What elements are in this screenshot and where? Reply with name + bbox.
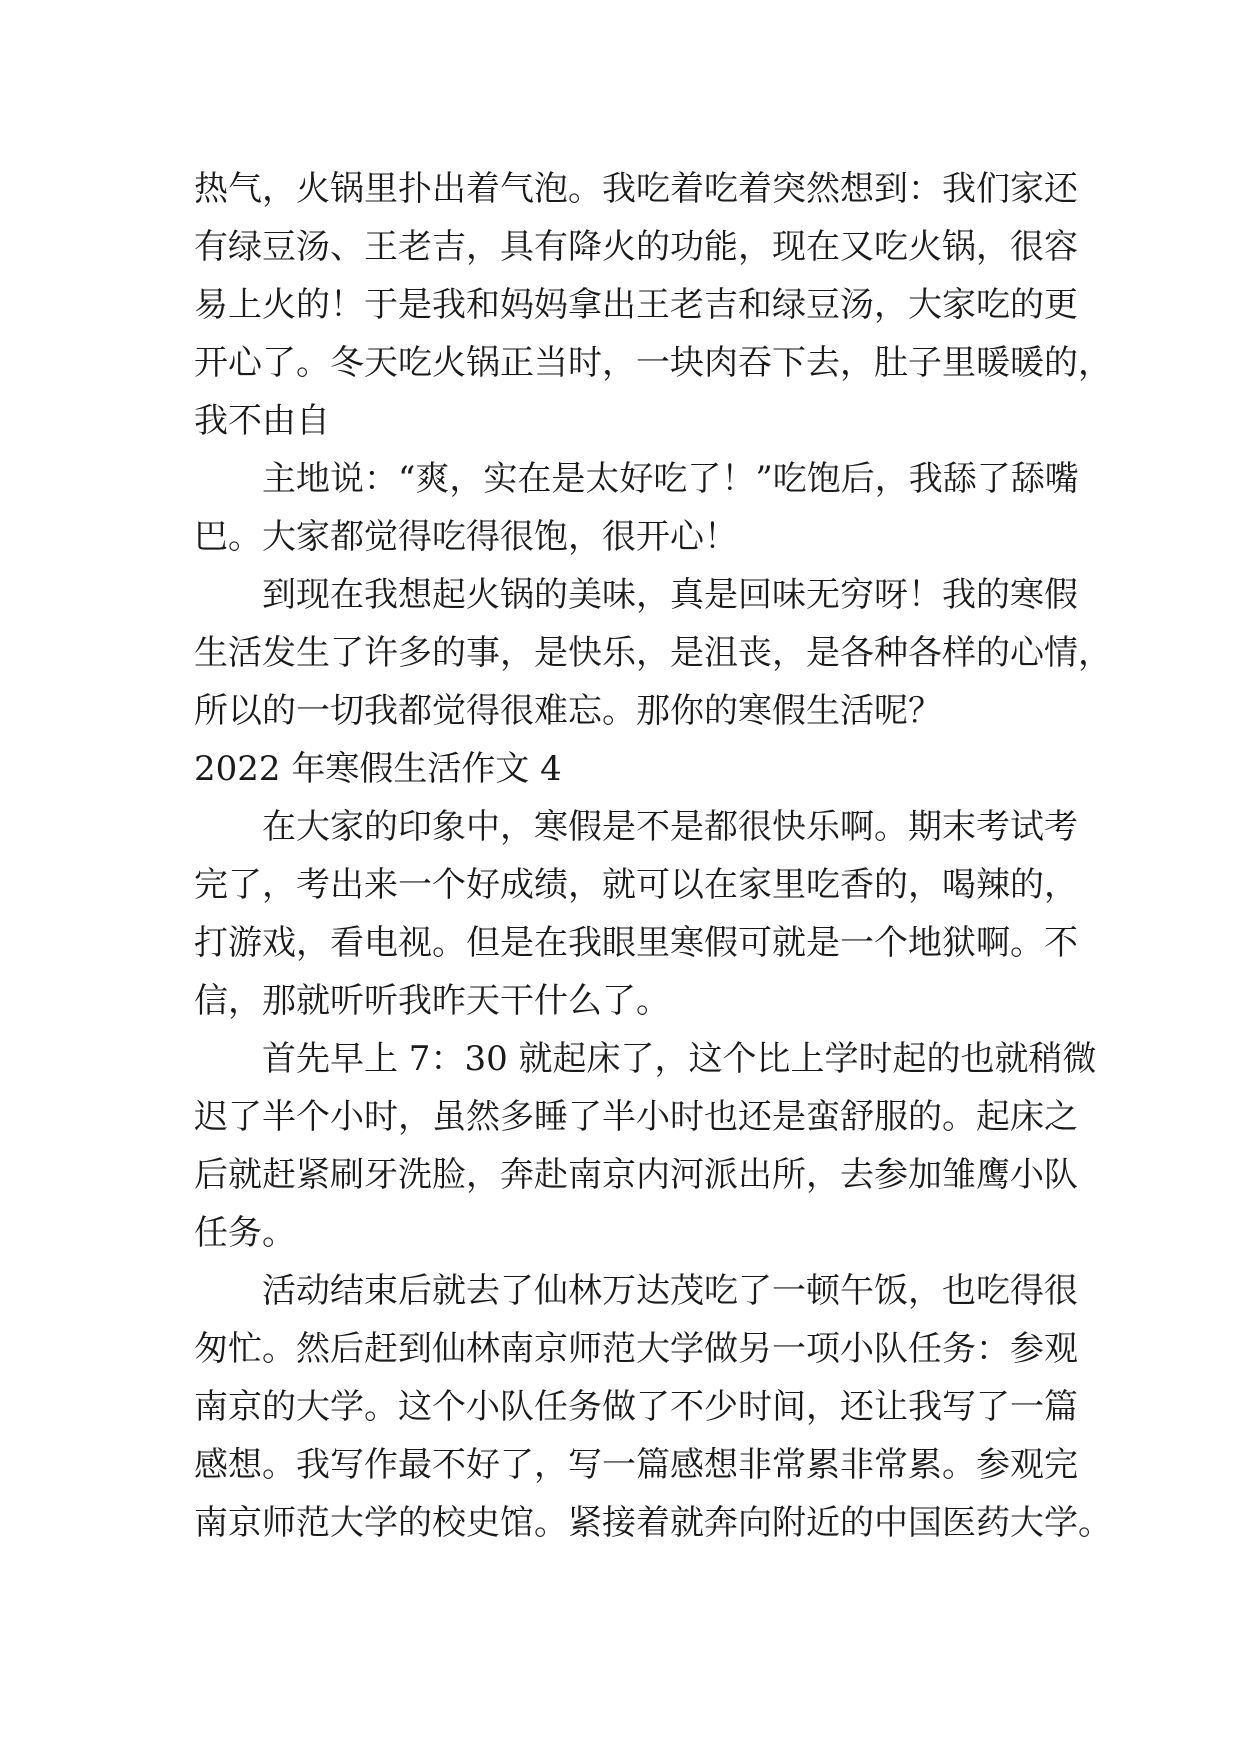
text-line: 后就赶紧刷牙洗脸，奔赴南京内河派出所，去参加雏鹰小队 (194, 1155, 1078, 1195)
text-line: 活动结束后就去了仙林万达茂吃了一顿午饭，也吃得很 (262, 1271, 1078, 1311)
text-line: 匆忙。然后赶到仙林南京师范大学做另一项小队任务：参观 (194, 1329, 1078, 1369)
heading-text: 2022 年寒假生活作文 4 (194, 749, 562, 789)
paragraph (194, 450, 1079, 566)
text-line: 南京的大学。这个小队任务做了不少时间，还让我写了一篇 (194, 1387, 1078, 1427)
text-line: 南京师范大学的校史馆。紧接着就奔向附近的中国医药大学。 (194, 1503, 1112, 1543)
text-line: 任务。 (194, 1213, 296, 1253)
text-line: 有绿豆汤、王老吉，具有降火的功能，现在又吃火锅，很容 (194, 227, 1078, 267)
text-line: 热气，火锅里扑出着气泡。我吃着吃着突然想到：我们家还 (194, 169, 1078, 209)
text-line: 迟了半个小时，虽然多睡了半小时也还是蛮舒服的。起床之 (194, 1097, 1078, 1137)
text-line: 我不由自 (194, 401, 330, 441)
text-line: 所以的一切我都觉得很难忘。那你的寒假生活呢？ (194, 691, 942, 731)
paragraph (194, 1030, 1097, 1262)
text-line: 信，那就听听我昨天干什么了。 (194, 981, 670, 1021)
text-line: 主地说：“爽，实在是太好吃了！”吃饱后，我舔了舔嘴 (262, 459, 1079, 499)
text-line: 完了，考出来一个好成绩，就可以在家里吃香的，喝辣的， (194, 865, 1078, 905)
text-line: 首先早上 7：30 就起床了，这个比上学时起的也就稍微 (262, 1039, 1097, 1079)
text-line: 到现在我想起火锅的美味，真是回味无穷呀！我的寒假 (262, 575, 1078, 615)
paragraph (194, 1262, 1112, 1552)
text-line: 生活发生了许多的事，是快乐，是沮丧，是各种各样的心情， (194, 633, 1112, 673)
paragraph (194, 566, 1112, 740)
paragraph (194, 160, 1112, 450)
text-line: 巴。大家都觉得吃得很饱，很开心！ (194, 517, 738, 557)
text-line: 打游戏，看电视。但是在我眼里寒假可就是一个地狱啊。不 (194, 923, 1078, 963)
document-body (194, 160, 1112, 1552)
text-line: 开心了。冬天吃火锅正当时，一块肉吞下去，肚子里暖暖的， (194, 343, 1112, 383)
section-heading (194, 740, 1054, 798)
paragraph (194, 798, 1078, 1030)
text-line: 易上火的！于是我和妈妈拿出王老吉和绿豆汤，大家吃的更 (194, 285, 1078, 325)
text-line: 在大家的印象中，寒假是不是都很快乐啊。期末考试考 (262, 807, 1078, 847)
text-line: 感想。我写作最不好了，写一篇感想非常累非常累。参观完 (194, 1445, 1078, 1485)
